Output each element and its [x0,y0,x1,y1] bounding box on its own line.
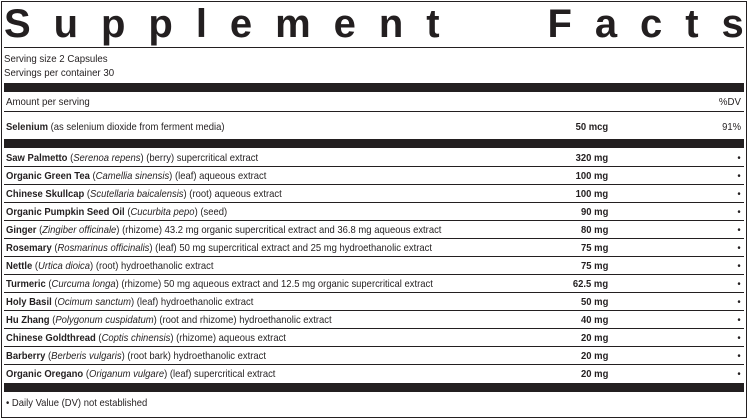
servings-per-container: Servings per container 30 [4,67,115,79]
ingredient-row: Chinese Goldthread (Coptis chinensis) (rhizome) aqueous extract 20 mg • [4,329,744,347]
ingredient-row: Nettle (Urtica dioica) (root) hydroethanolic extract 75 mg • [4,257,744,275]
ingredient-dv: • [737,206,741,218]
ingredient-amount: 50 mg [580,296,608,308]
ingredient-amount: 90 mg [580,206,608,218]
title-letter: m [275,2,311,46]
ingredient-row: Rosemary (Rosmarinus officinalis) (leaf) 50 mg supercritical extract and 25 mg hydroethanolic extract 75 mg • [4,239,744,257]
ingredient-amount: 80 mg [580,224,608,236]
selenium-row [4,118,744,136]
title-letter: a [594,2,618,46]
title-letter: p [148,2,173,46]
title-letter: e [229,2,253,46]
title-letter: p [101,2,126,46]
ingredient-dv: • [737,368,741,380]
ingredient-amount: 320 mg [575,152,608,164]
ingredient-amount: 62.5 mg [572,278,608,290]
amount-per-serving-label: Amount per serving [6,96,90,108]
ingredient-dv: • [737,296,741,308]
panel-title [4,4,744,44]
ingredient-amount: 75 mg [580,242,608,254]
title-letter: n [378,2,404,46]
serving-size: Serving size 2 Capsules [4,53,108,65]
title-letter: c [640,2,663,46]
title-letter: l [195,2,207,46]
thick-divider [4,83,744,92]
ingredient-row: Holy Basil (Ocimum sanctum) (leaf) hydroethanolic extract 50 mg • [4,293,744,311]
title-letter: t [685,2,699,46]
title-letter: F [547,2,572,46]
ingredient-dv: • [737,260,741,272]
ingredient-dv: • [737,242,741,254]
ingredient-dv: • [737,170,741,182]
ingredient-row: Hu Zhang (Polygonum cuspidatum) (root and rhizome) hydroethanolic extract 40 mg • [4,311,744,329]
ingredient-dv: • [737,152,741,164]
ingredient-dv: • [737,278,741,290]
title-letter: s [721,2,744,46]
title-letter: t [426,2,440,46]
ingredient-dv: • [737,314,741,326]
ingredient-amount: 20 mg [580,332,608,344]
footnote: • Daily Value (DV) not established [6,397,148,409]
column-header-row [4,94,744,110]
ingredient-amount: 100 mg [575,170,608,182]
nutrient-dv: 91% [722,121,741,133]
ingredient-amount: 75 mg [580,260,608,272]
ingredient-dv: • [737,188,741,200]
thick-divider [4,383,744,392]
ingredient-row: Organic Pumpkin Seed Oil (Cucurbita pepo) (seed) 90 mg • [4,203,744,221]
ingredient-row: Organic Oregano (Origanum vulgare) (leaf) supercritical extract 20 mg • [4,365,744,383]
ingredient-amount: 20 mg [580,368,608,380]
ingredient-amount: 40 mg [580,314,608,326]
title-rule [4,47,744,48]
nutrient-name: Selenium (as selenium dioxide from ferment media) [6,121,225,133]
ingredient-amount: 100 mg [575,188,608,200]
ingredient-row: Saw Palmetto (Serenoa repens) (berry) supercritical extract 320 mg • [4,149,744,167]
ingredient-row: Barberry (Berberis vulgaris) (root bark) hydroethanolic extract 20 mg • [4,347,744,365]
ingredient-row: Organic Green Tea (Camellia sinensis) (leaf) aqueous extract 100 mg • [4,167,744,185]
ingredient-row: Turmeric (Curcuma longa) (rhizome) 50 mg aqueous extract and 12.5 mg organic supercritical extract 62.5 mg • [4,275,744,293]
ingredient-row: Chinese Skullcap (Scutellaria baicalensis) (root) aqueous extract 100 mg • [4,185,744,203]
ingredient-dv: • [737,224,741,236]
title-letter: u [53,2,79,46]
header-rule [4,111,744,112]
thick-divider [4,139,744,148]
title-letter: S [4,2,31,46]
ingredient-dv: • [737,350,741,362]
ingredient-row: Ginger (Zingiber officinale) (rhizome) 43.2 mg organic supercritical extract and 36.8 mg aqueous extract 80 mg • [4,221,744,239]
nutrient-amount: 50 mcg [575,121,608,133]
ingredient-amount: 20 mg [580,350,608,362]
dv-label: %DV [718,96,741,108]
title-letter: e [333,2,356,46]
ingredient-dv: • [737,332,741,344]
